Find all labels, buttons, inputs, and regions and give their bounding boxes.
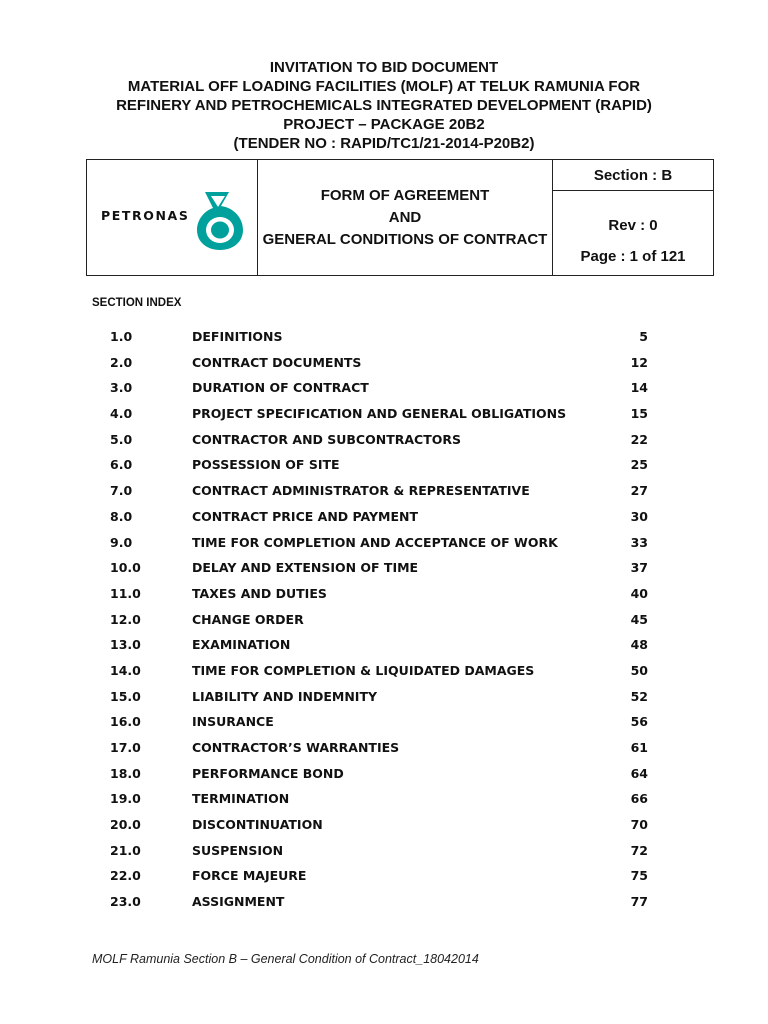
toc-page-number: 77 [630,894,648,910]
toc-row [110,374,650,400]
page-count-label: Page : 1 of 121 [580,248,686,265]
toc-row [110,760,650,786]
section-index-list [110,323,650,914]
toc-number: 8.0 [110,508,133,524]
toc-number: 3.0 [110,380,133,396]
toc-page-number: 30 [630,508,648,524]
toc-number: 17.0 [110,740,141,755]
toc-row [110,837,650,863]
toc-row [110,631,650,657]
toc-title: SUSPENSION [192,842,284,858]
toc-page-number: 27 [630,483,648,499]
toc-page-number: 25 [630,457,648,473]
toc-title: CONTRACT DOCUMENTS [192,354,362,370]
toc-number: 18.0 [110,765,141,781]
toc-row [110,451,650,477]
toc-title: LIABILITY AND INDEMNITY [192,688,378,704]
subject-line: FORM OF AGREEMENT [320,186,490,204]
subject-line: GENERAL CONDITIONS OF CONTRACT [262,230,548,248]
toc-page-number: 50 [630,662,648,678]
toc-number: 20.0 [110,817,141,833]
logo-text: PETRONAS [101,208,190,223]
toc-row [110,426,650,452]
toc-page-number: 12 [630,354,648,370]
toc-row [110,811,650,837]
toc-page-number: 56 [630,714,648,730]
toc-number: 11.0 [110,585,141,601]
petronas-emblem-icon [195,188,245,252]
toc-title: INSURANCE [192,714,274,730]
toc-number: 14.0 [110,662,141,678]
toc-page-number: 15 [630,406,648,422]
toc-title: POSSESSION OF SITE [192,457,340,473]
toc-number: 16.0 [110,714,141,730]
toc-title: EXAMINATION [192,637,291,653]
toc-row [110,323,650,349]
toc-row [110,503,650,529]
toc-title: CHANGE ORDER [192,611,304,627]
toc-row [110,349,650,375]
title-line: PROJECT – PACKAGE 20B2 [283,116,485,133]
toc-number: 9.0 [110,534,133,550]
toc-number: 7.0 [110,483,133,499]
toc-number: 10.0 [110,560,141,576]
petronas-logo [87,160,257,275]
toc-row [110,862,650,888]
page-footer: MOLF Ramunia Section B – General Condition of Contract_18042014 [92,952,479,966]
toc-page-number: 75 [630,868,648,884]
toc-row [110,400,650,426]
toc-row [110,734,650,760]
toc-number: 13.0 [110,637,141,653]
toc-page-number: 61 [630,740,648,755]
toc-title: TIME FOR COMPLETION AND ACCEPTANCE OF WORK [192,534,558,550]
toc-row [110,580,650,606]
toc-title: DURATION OF CONTRACT [192,380,369,396]
toc-number: 19.0 [110,791,141,807]
title-line: (TENDER NO : RAPID/TC1/21-2014-P20B2) [233,135,535,152]
title-line: REFINERY AND PETROCHEMICALS INTEGRATED DEVELOPMENT (RAPID) [116,97,652,114]
document-title [60,58,708,153]
subject-line: AND [388,208,422,226]
header-table [86,159,714,276]
toc-number: 5.0 [110,431,133,447]
toc-title: TERMINATION [192,791,290,807]
toc-page-number: 40 [630,585,648,601]
toc-page-number: 52 [630,688,648,704]
toc-number: 12.0 [110,611,141,627]
toc-row [110,785,650,811]
toc-row [110,708,650,734]
toc-page-number: 48 [630,637,648,653]
toc-title: DEFINITIONS [192,329,283,344]
section-label: Section : B [593,166,673,184]
toc-row [110,554,650,580]
toc-title: CONTRACT PRICE AND PAYMENT [192,508,419,524]
title-line: INVITATION TO BID DOCUMENT [269,59,499,76]
toc-page-number: 70 [630,817,648,833]
revision-label: Rev : 0 [608,217,658,234]
toc-row [110,683,650,709]
toc-number: 15.0 [110,688,141,704]
toc-title: FORCE MAJEURE [192,868,307,884]
toc-title: CONTRACTOR AND SUBCONTRACTORS [192,431,461,447]
title-line: MATERIAL OFF LOADING FACILITIES (MOLF) AT TELUK RAMUNIA FOR [127,78,641,95]
document-subject-cell [258,160,553,276]
toc-page-number: 14 [630,380,648,396]
toc-page-number: 66 [630,791,648,807]
toc-row [110,477,650,503]
toc-number: 4.0 [110,406,133,422]
section-cell [553,160,714,191]
toc-title: TIME FOR COMPLETION & LIQUIDATED DAMAGES [192,662,535,678]
toc-title: CONTRACTOR’S WARRANTIES [192,740,400,755]
toc-page-number: 45 [630,611,648,627]
toc-number: 21.0 [110,842,141,858]
toc-row [110,606,650,632]
toc-title: DELAY AND EXTENSION OF TIME [192,560,419,576]
toc-page-number: 64 [630,765,648,781]
toc-number: 22.0 [110,868,141,884]
toc-title: ASSIGNMENT [192,894,285,910]
toc-row [110,888,650,914]
revision-cell [553,191,714,276]
section-index-heading: SECTION INDEX [92,297,182,309]
toc-page-number: 37 [630,560,648,576]
toc-title: PERFORMANCE BOND [192,765,344,781]
toc-title: DISCONTINUATION [192,817,323,833]
toc-number: 6.0 [110,457,133,473]
toc-page-number: 5 [639,329,648,344]
toc-number: 2.0 [110,354,133,370]
toc-row [110,657,650,683]
logo-cell [87,160,258,276]
toc-title: CONTRACT ADMINISTRATOR & REPRESENTATIVE [192,483,530,499]
toc-number: 23.0 [110,894,141,910]
toc-number: 1.0 [110,329,133,344]
toc-title: PROJECT SPECIFICATION AND GENERAL OBLIGATIONS [192,406,567,422]
toc-row [110,529,650,555]
toc-title: TAXES AND DUTIES [192,585,327,601]
toc-page-number: 72 [630,842,648,858]
toc-page-number: 33 [630,534,648,550]
toc-page-number: 22 [630,431,648,447]
